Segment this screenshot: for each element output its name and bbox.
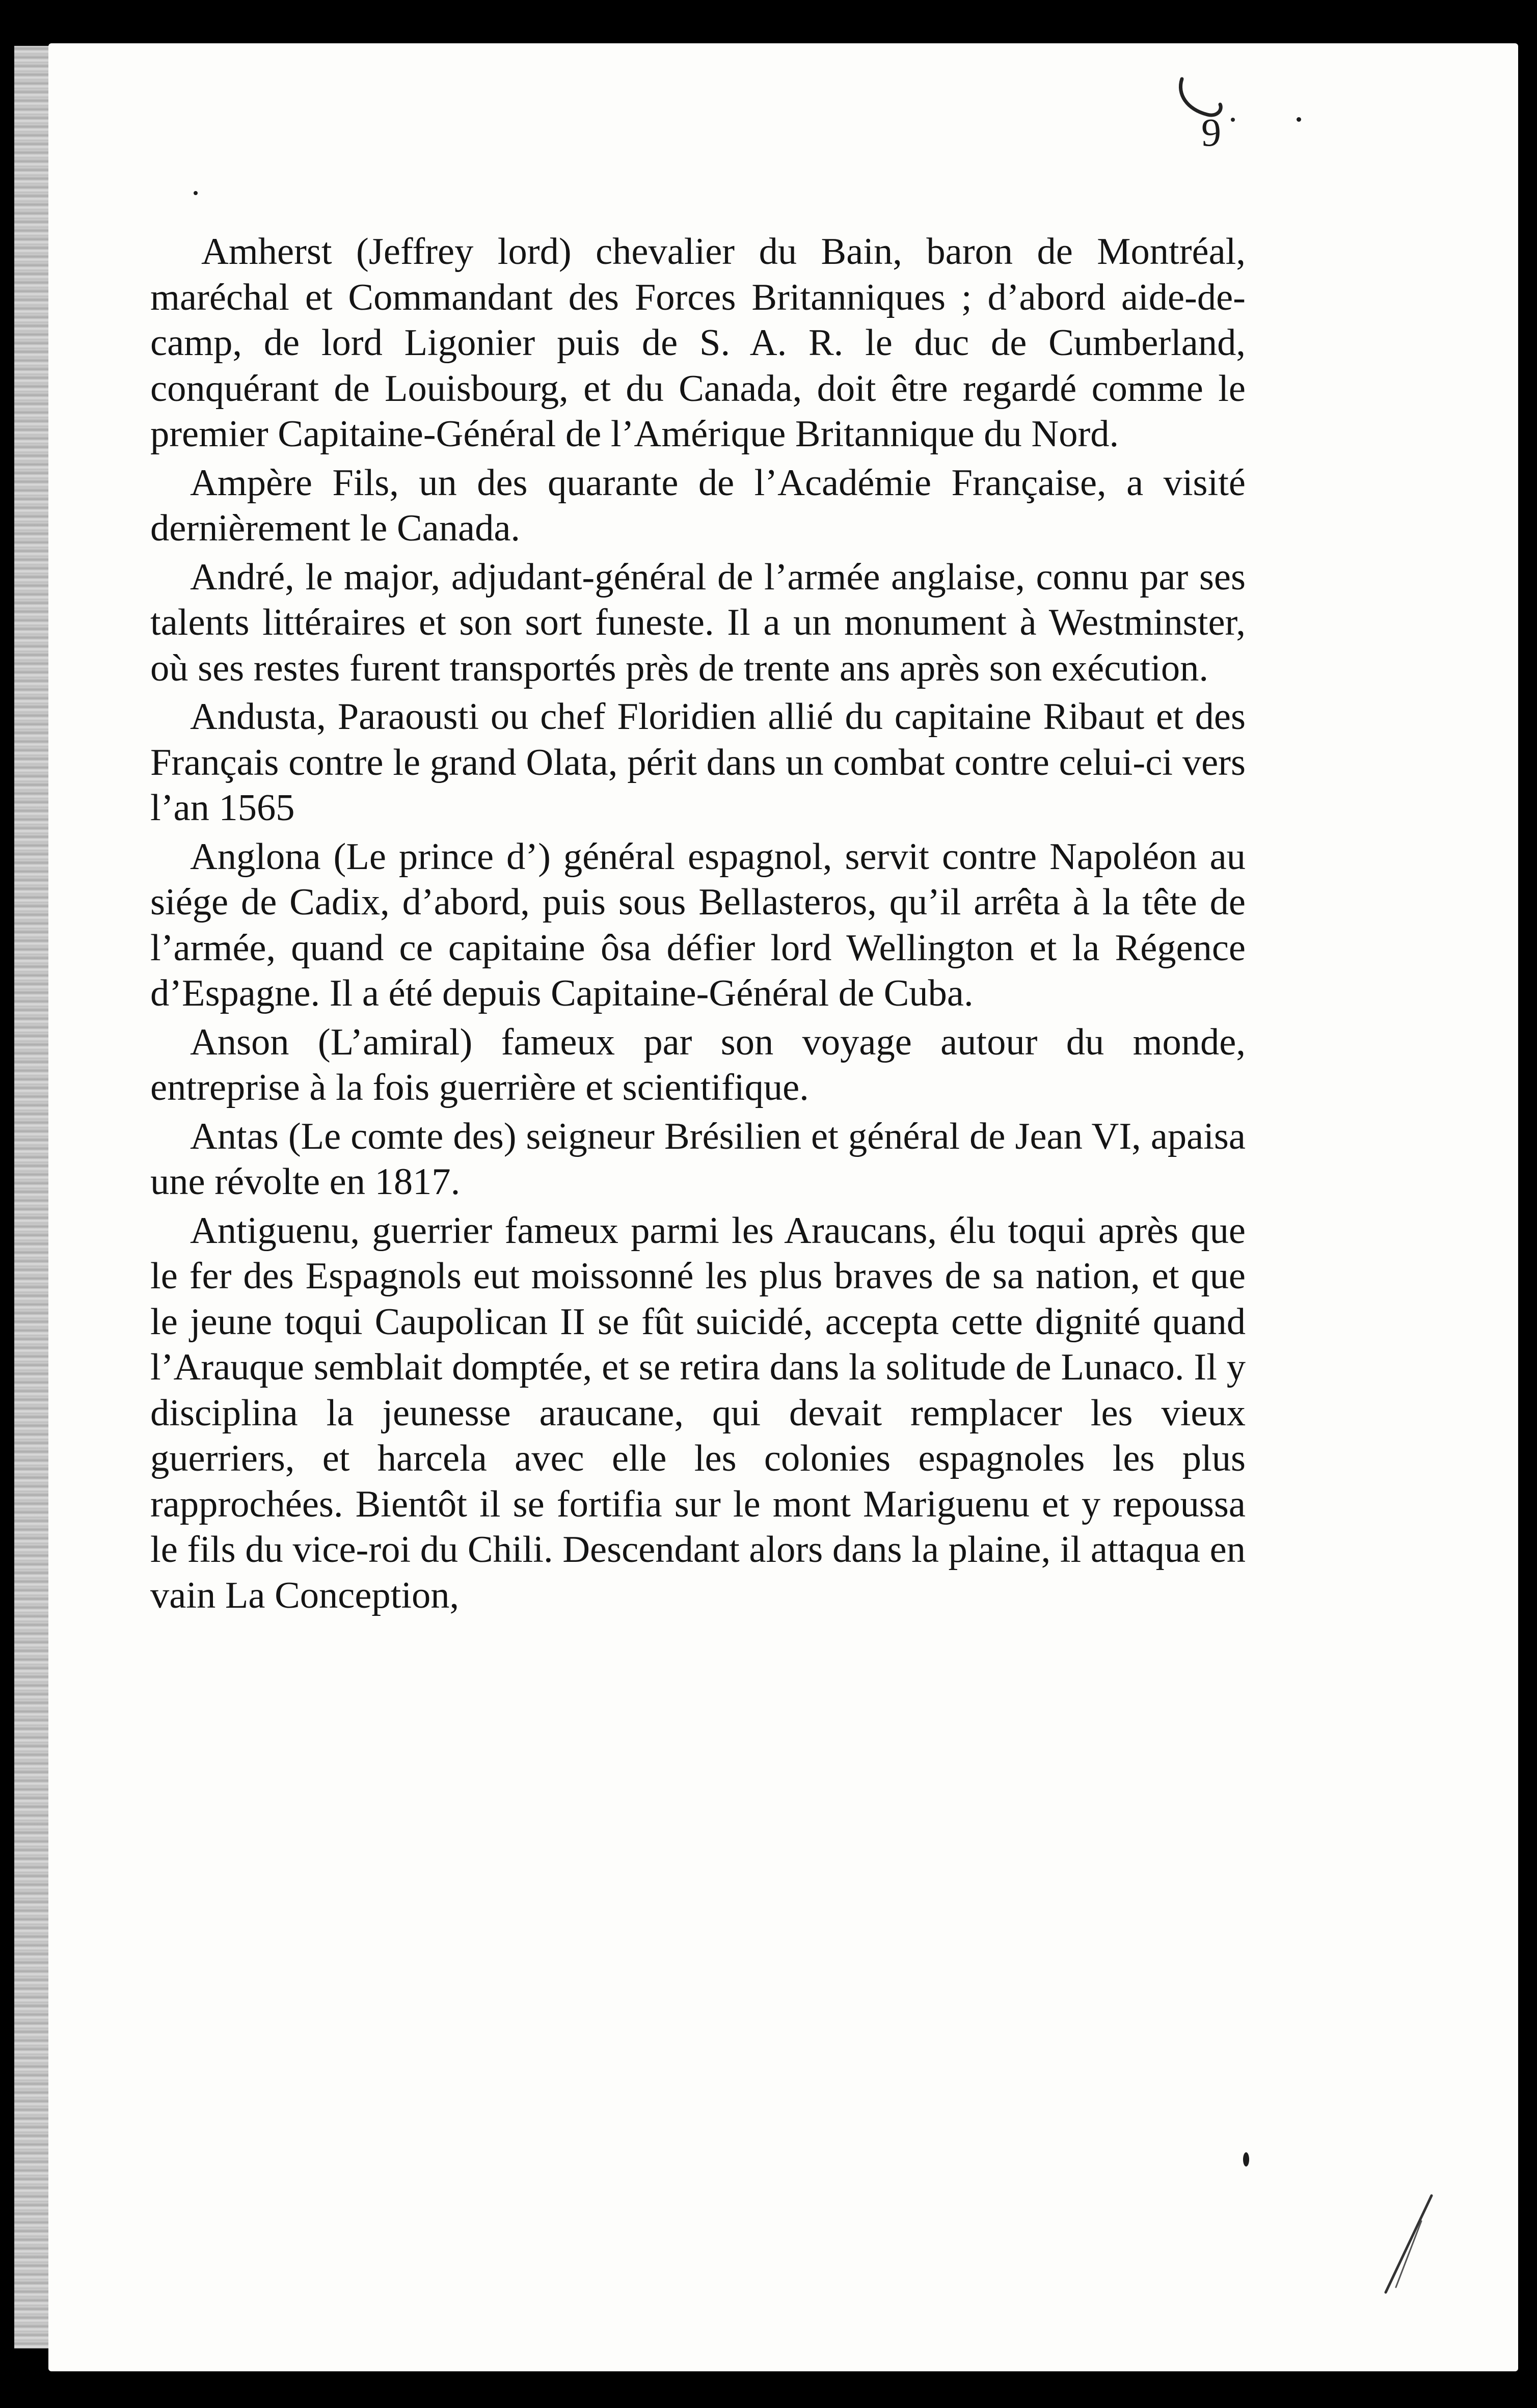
page-text <box>150 229 1246 1621</box>
entry-antas: Antas (Le comte des) seigneur Brésilien et général de Jean VI, apaisa une révolte en 1817. <box>150 1115 1246 1203</box>
ink-speck <box>1297 117 1301 122</box>
entry-amherst: Amherst (Jeffrey lord) chevalier du Bain, baron de Montréal, maréchal et Commandant des Forces Britanniques ; d’abord aide-de-camp, de lord Ligonier puis de S. A. R. le duc de Cumberland, conquérant de Louisbourg, et du Canada, doit être regardé comme le premier Capitaine-Général de l’Amérique Britannique du Nord. <box>150 231 1246 455</box>
ink-speck <box>1243 2152 1249 2167</box>
page-number: 9 <box>1201 110 1221 154</box>
scan-artifact-mark <box>1376 2190 1437 2303</box>
entry-ampere: Ampère Fils, un des quarante de l’Académie Française, a visité dernièrement le Canada. <box>150 462 1246 549</box>
ink-speck <box>194 191 198 195</box>
entry-anglona: Anglona (Le prince d’) général espagnol, servit contre Napoléon au siége de Cadix, d’abord, puis sous Bellasteros, qu’il arrêta à la tête de l’armée, quand ce capitaine ôsa défier lord Wellington et la Régence d’Espagne. Il a été depuis Capitaine-Général de Cuba. <box>150 835 1246 1014</box>
entry-andusta: Andusta, Paraousti ou chef Floridien allié du capitaine Ribaut et des Français contre le grand Olata, périt dans un combat contre celui-ci vers l’an 1565 <box>150 696 1246 829</box>
entry-antiguenu: Antiguenu, guerrier fameux parmi les Araucans, élu toqui après que le fer des Espagnols eut moissonné les plus braves de sa nation, et que le jeune toqui Caupolican II se fût suicidé, accepta cette dignité quand l’Arauque semblait domptée, et se retira dans la solitude de Lunaco. Il y disciplina la jeunesse araucane, qui devait remplacer les vieux guerriers, et harcela avec elle les colonies espagnoles les plus rapprochées. Bientôt il se fortifia sur le mont Mariguenu et y repoussa le fils du vice-roi du Chili. Descendant alors dans la plaine, il attaqua en vain La Conception, <box>150 1209 1246 1616</box>
entry-andre: André, le major, adjudant-général de l’armée anglaise, connu par ses talents littéraires et son sort funeste. Il a un monument à Westminster, où ses restes furent transportés près de trente ans après son exécution. <box>150 556 1246 689</box>
entry-anson: Anson (L’amiral) fameux par son voyage autour du monde, entreprise à la fois guerrière et scientifique. <box>150 1021 1246 1108</box>
